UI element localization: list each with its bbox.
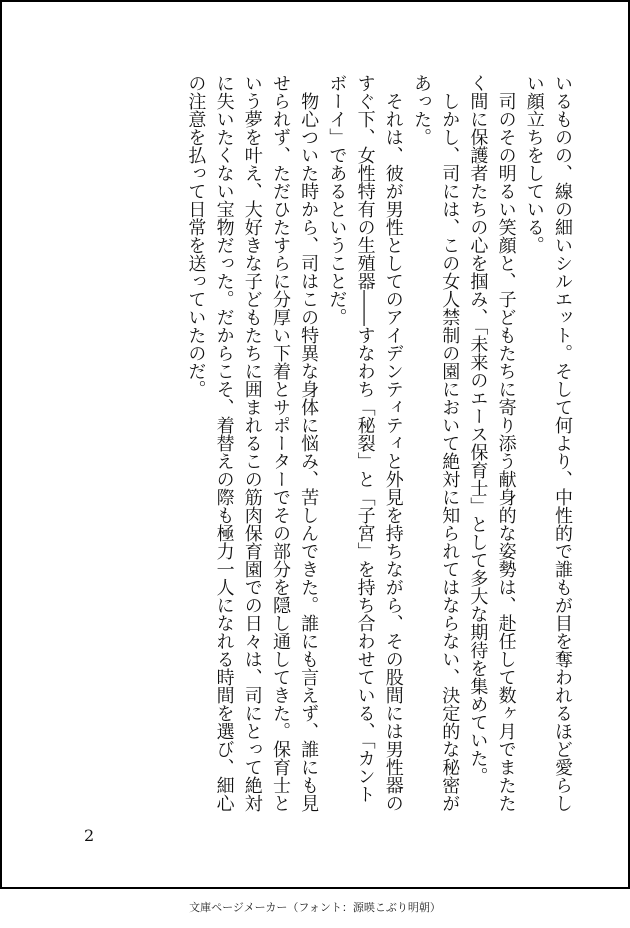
page-number: 2	[84, 826, 95, 845]
vertical-body-text	[181, 74, 576, 814]
paragraph-2: 司のその明るい笑顔と、子どもたちに寄り添う献身的な姿勢は、赴任して数ヶ月でまたたく間に保護者たちの心を掴み、「未来のエース保育士」として多大な期待を集めていた。	[467, 74, 517, 812]
paragraph-5: 物心ついた時から、司はこの特異な身体に悩み、苦しんできた。誰にも言えず、誰にも見せられず、ただひたすらに分厚い下着とサポーターでその部分を隠し通してきた。保育士という夢を叶え、大好きな子どもたちに囲まれるこの筋肉保育園での日々は、司にとって絶対に失いたくない宝物だった。だからこそ、着替えの際も極力一人になれる時間を選び、細心の注意を払って日常を送っていたのだ。	[185, 74, 320, 812]
paragraph-1: いるものの、線の細いシルエット。そして何より、中性的で誰もが目を奪われるほど愛らしい顔立ちをしている。	[523, 74, 573, 812]
footer-credit: 文庫ページメーカー（フォント：源暎こぶり明朝）	[189, 901, 441, 914]
paragraph-3: しかし、司には、この女人禁制の園において絶対に知られてはならない、決定的な秘密があった。	[410, 74, 461, 812]
paragraph-4: それは、彼が男性としてのアイデンティティと外見を持ちながら、その股間には男性器のすぐ下、女性特有の生殖器――すなわち「秘裂」と「子宮」を持ち合わせている、「カントボーイ」であるということだ。	[326, 74, 404, 812]
